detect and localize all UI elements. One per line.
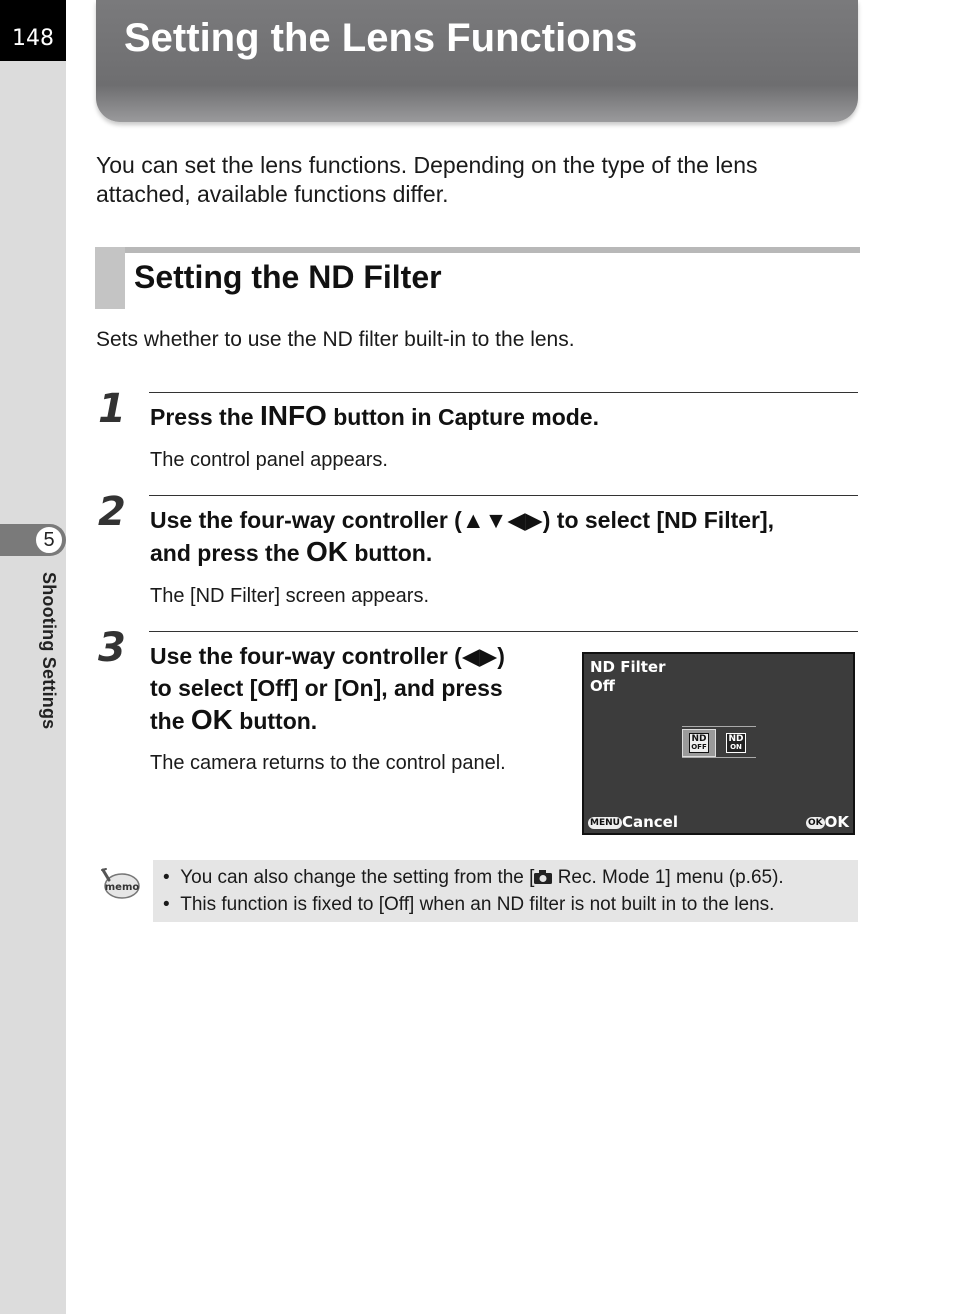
- ok-key: OK: [305, 536, 348, 567]
- camera-icon: [534, 870, 552, 884]
- step-2-title: Use the four-way controller (▲▼◀▶) to select [ND Filter], and press the OK button.: [150, 507, 775, 567]
- step-2-rule: [149, 495, 858, 496]
- page-title: Setting the Lens Functions: [124, 16, 638, 60]
- section-description: Sets whether to use the ND filter built-in to the lens.: [96, 328, 575, 351]
- ok-hint: OK OK: [808, 813, 849, 831]
- memo-item: • This function is fixed to [Off] when an ND filter is not built in to the lens.: [163, 894, 775, 915]
- info-key: INFO: [259, 400, 327, 431]
- page-number: 148: [0, 0, 66, 61]
- camera-screen: [582, 652, 855, 835]
- step-1-description: The control panel appears.: [150, 449, 388, 471]
- step-3-description: The camera returns to the control panel.: [150, 752, 506, 774]
- section-title: Setting the ND Filter: [134, 259, 442, 295]
- chapter-number: 5: [34, 525, 64, 555]
- screen-value: Off: [590, 677, 615, 695]
- svg-text:memo: memo: [104, 882, 140, 893]
- memo-box: [153, 860, 858, 922]
- step-2-description: The [ND Filter] screen appears.: [150, 585, 429, 607]
- screen-title: ND Filter: [590, 658, 666, 676]
- step-3-number: 3: [98, 625, 126, 671]
- nd-on-icon: ND ON: [726, 733, 746, 753]
- memo-icon: [100, 866, 140, 902]
- nd-options: [682, 726, 756, 758]
- memo-item: • You can also change the setting from the [ Rec. Mode 1] menu (p.65).: [163, 867, 784, 888]
- step-1-title: Press the INFO button in Capture mode.: [150, 400, 599, 431]
- section-rule: [95, 247, 860, 253]
- nd-off-icon: ND OFF: [689, 733, 709, 753]
- chapter-label: Shooting Settings: [39, 572, 59, 730]
- screen-footer: [588, 813, 849, 831]
- ok-key: OK: [190, 704, 233, 735]
- step-2-number: 2: [98, 489, 126, 535]
- ok-button-icon: OK: [808, 817, 823, 828]
- step-1-rule: [149, 392, 858, 393]
- section-header: [95, 247, 860, 309]
- section-block: [95, 247, 125, 309]
- step-3-rule: [149, 631, 858, 632]
- nd-off-option: [682, 729, 716, 757]
- nd-on-option: [719, 729, 753, 757]
- step-3-title: Use the four-way controller (◀▶) to select [Off] or [On], and press the OK button.: [150, 643, 505, 735]
- menu-button-icon: MENU: [590, 817, 620, 828]
- intro-text: You can set the lens functions. Depending on the type of the lens attached, available functions differ.: [96, 152, 758, 207]
- step-1-number: 1: [98, 386, 126, 432]
- cancel-hint: MENU Cancel: [590, 813, 678, 831]
